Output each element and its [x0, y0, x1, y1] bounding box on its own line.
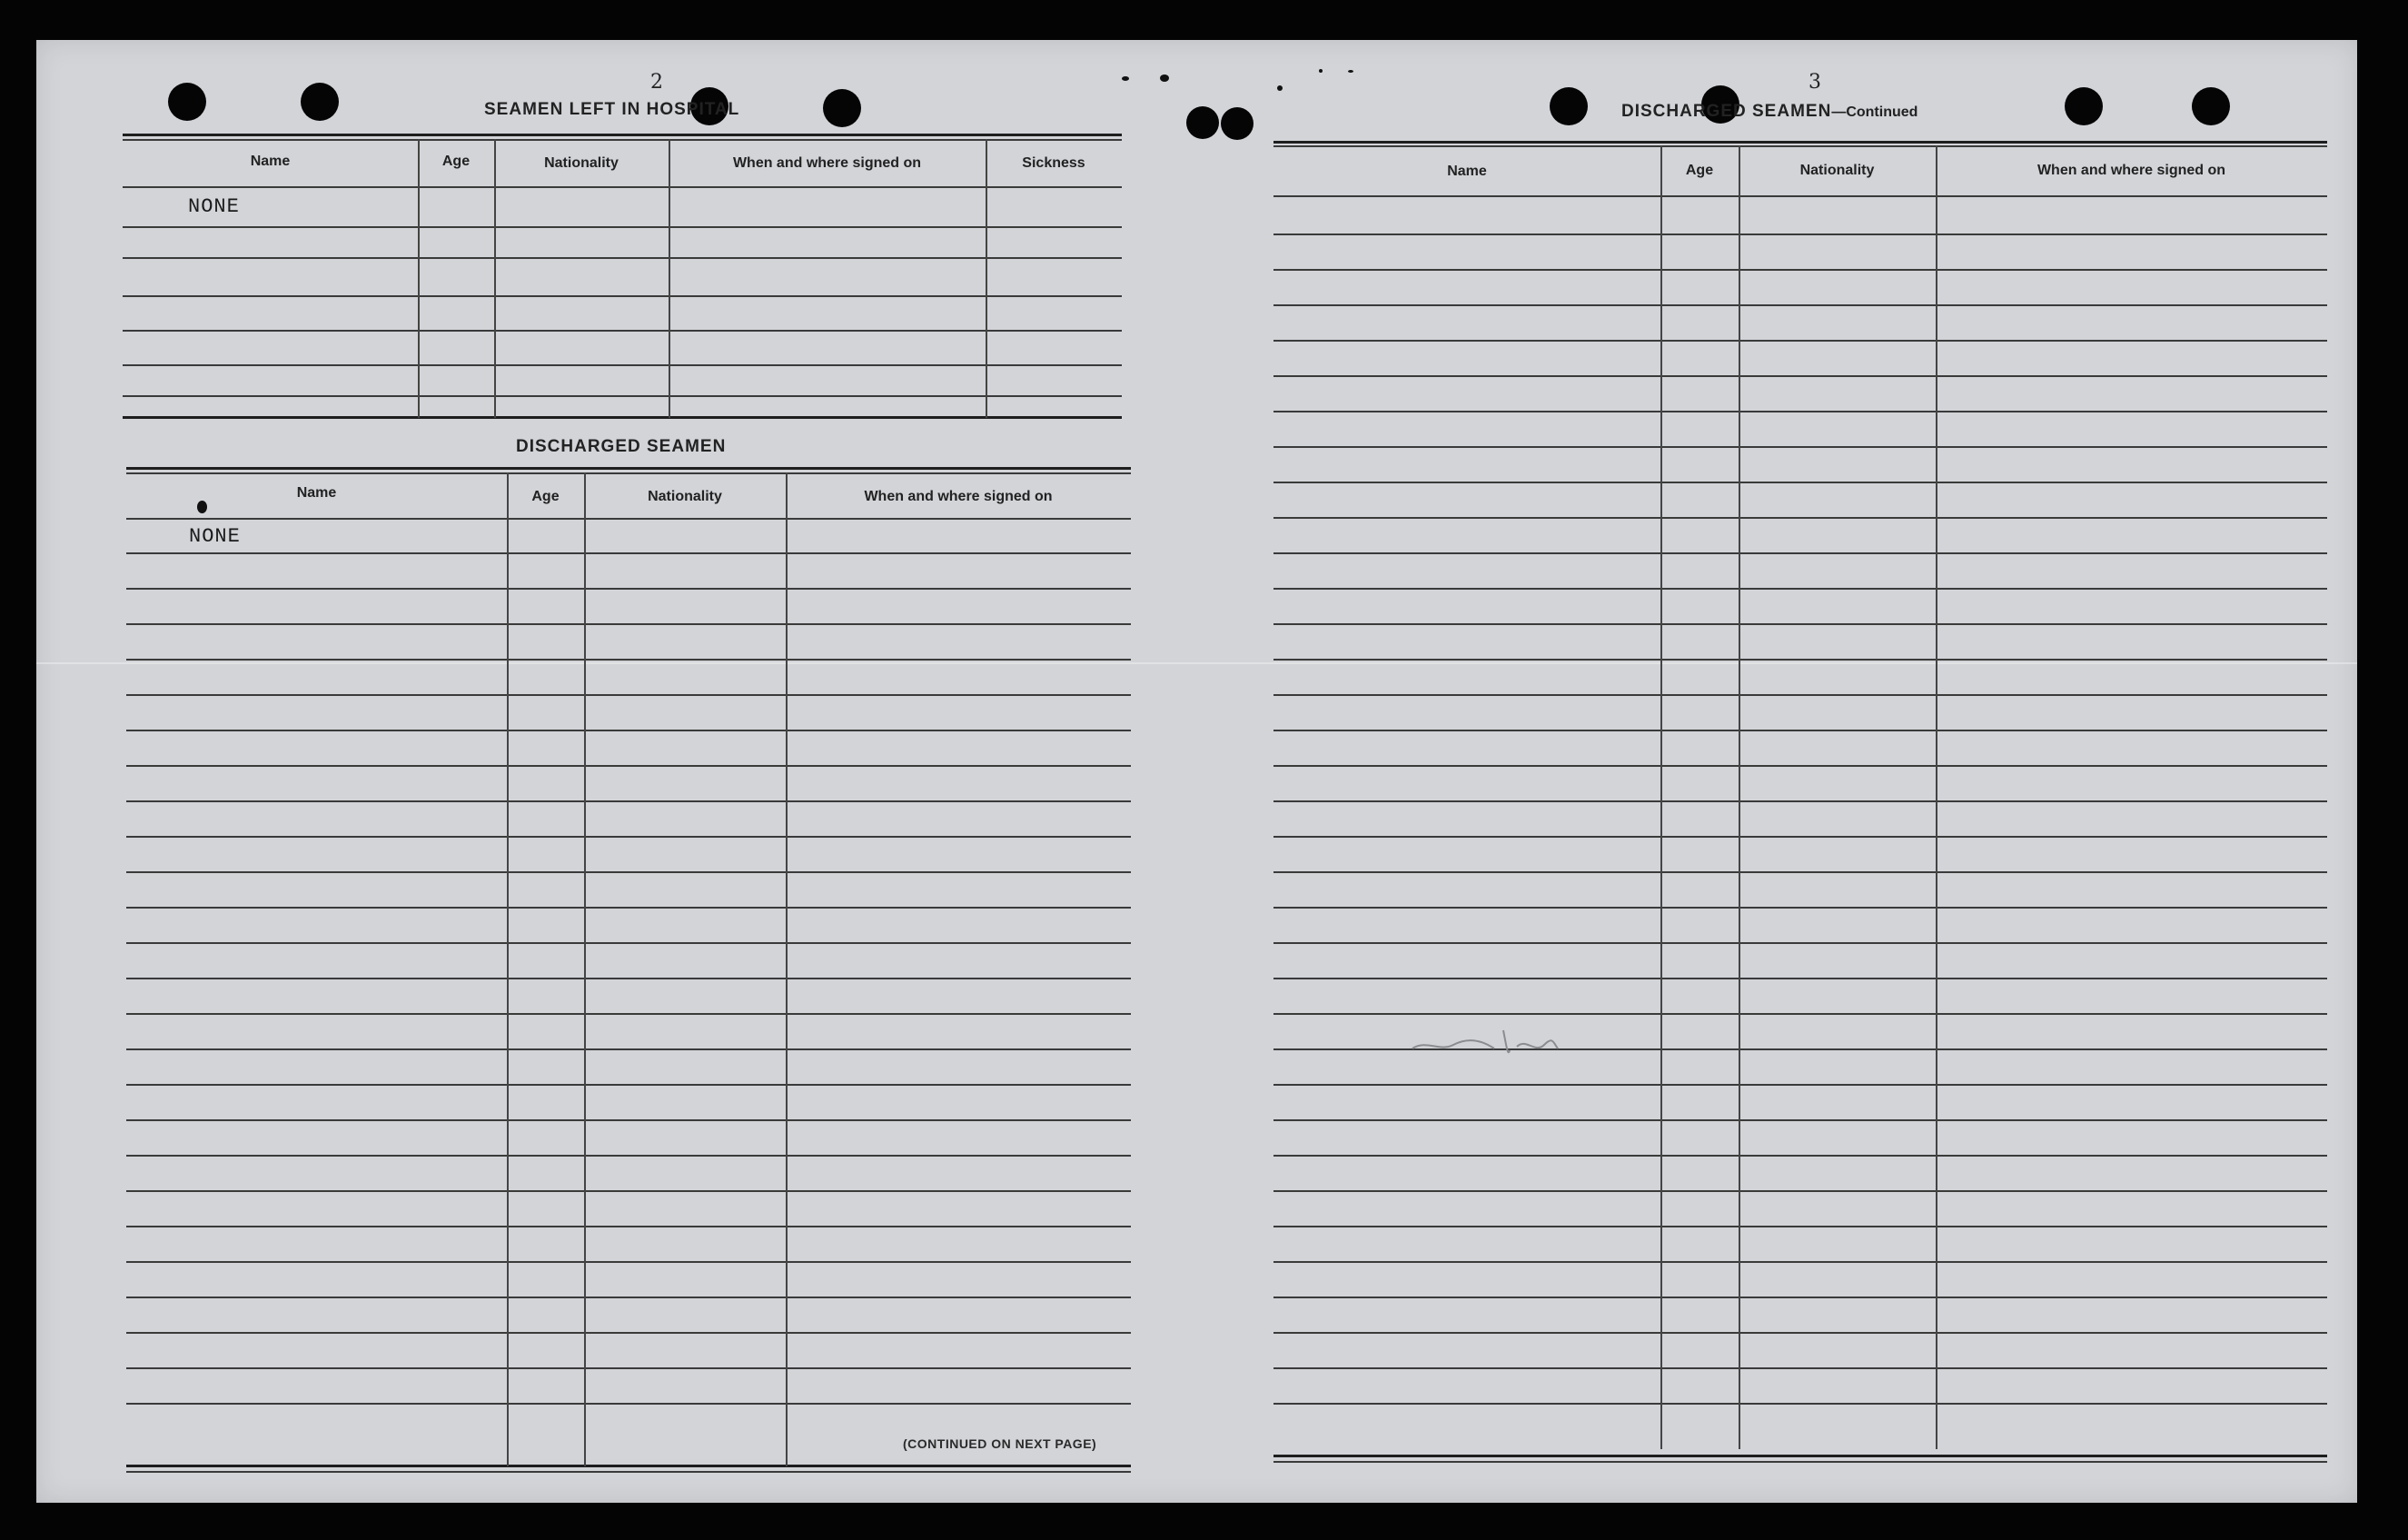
- discharged-table: [126, 467, 1131, 1485]
- col-header-signed-on: When and where signed on: [864, 489, 1053, 504]
- col-header-nationality: Nationality: [648, 489, 722, 504]
- col-header-nationality: Nationality: [1799, 163, 1875, 178]
- punch-hole: [301, 83, 339, 121]
- punch-hole: [2192, 87, 2230, 125]
- col-header-age: Age: [441, 154, 471, 169]
- punch-hole: [168, 83, 206, 121]
- punch-hole: [1186, 106, 1219, 139]
- col-header-age: Age: [531, 489, 560, 504]
- ink-speck: [1160, 75, 1169, 82]
- discharged-continued-title: [1621, 102, 1917, 122]
- punch-hole: [1221, 107, 1254, 140]
- faint-pencil-mark: [1408, 1012, 1562, 1067]
- col-header-age: Age: [1685, 163, 1714, 178]
- hospital-section-title: SEAMEN LEFT IN HOSPITAL: [484, 100, 740, 119]
- hospital-entry-name: NONE: [188, 195, 240, 218]
- document-sheet: [36, 40, 2357, 1503]
- ink-speck: [1122, 76, 1129, 81]
- col-header-name: Name: [250, 154, 291, 169]
- col-header-name: Name: [296, 485, 337, 501]
- ink-speck: [1348, 70, 1353, 73]
- punch-hole: [1550, 87, 1588, 125]
- col-header-sickness: Sickness: [1022, 155, 1085, 171]
- col-header-signed-on: When and where signed on: [2036, 163, 2226, 178]
- col-header-nationality: Nationality: [544, 155, 619, 171]
- discharged-continued-table: [1273, 141, 2327, 1476]
- ink-speck: [1277, 85, 1283, 91]
- ink-speck: [1319, 69, 1323, 73]
- page-number-right: 3: [1808, 71, 1821, 94]
- punch-hole: [2065, 87, 2103, 125]
- title-main: DISCHARGED SEAMEN: [1621, 102, 1832, 121]
- discharged-section-title: DISCHARGED SEAMEN: [516, 437, 727, 456]
- page-number-left: 2: [650, 71, 663, 94]
- col-header-signed-on: When and where signed on: [732, 155, 922, 171]
- title-suffix: —Continued: [1831, 104, 1918, 120]
- punch-hole: [823, 89, 861, 127]
- continued-footer: (CONTINUED ON NEXT PAGE): [903, 1436, 1097, 1451]
- col-header-name: Name: [1447, 164, 1487, 179]
- discharged-entry-name: NONE: [189, 525, 241, 548]
- hospital-table: [123, 134, 1122, 418]
